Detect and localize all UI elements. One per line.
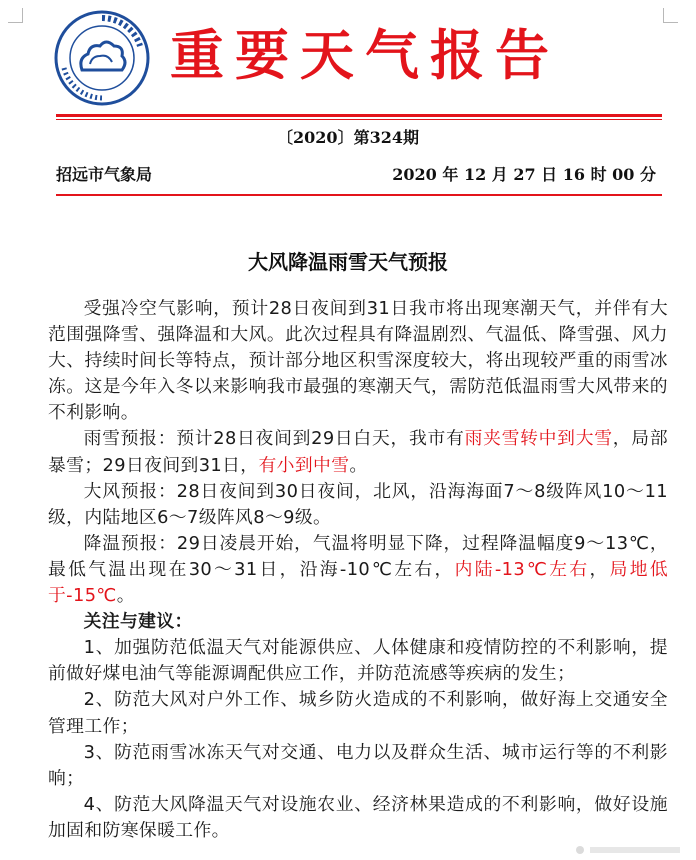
title-divider bbox=[56, 114, 662, 117]
meteorological-bureau-logo bbox=[52, 8, 152, 108]
watermark-icon bbox=[574, 844, 684, 856]
advice-item: 4、防范大风降温天气对设施农业、经济林果造成的不利影响，做好设施加固和防寒保暖工作。 bbox=[48, 793, 668, 841]
report-title: 重要天气报告 bbox=[170, 23, 560, 87]
temp-text: 降温预报：29日凌晨开始，气温将明显下降，过程降温幅度9～13℃，最低气温出现在30～31日，沿海-10℃左右， bbox=[48, 532, 668, 580]
intro-paragraph: 受强冷空气影响，预计28日夜间到31日我市将出现寒潮天气，并伴有大范围强降雪、强降温和大风。此次过程具有降温剧烈、气温低、降雪强、风力大、持续时间长等特点，预计部分地区积雪深度较大，将出现较严重的雨雪冰冻。这是今年入冬以来影响我市最强的寒潮天气，需防范低温雨雪大风带来的不利影响。 bbox=[48, 298, 668, 424]
temp-text: ， bbox=[589, 558, 610, 580]
page-corner-mark bbox=[663, 8, 678, 23]
snow-forecast-paragraph bbox=[48, 426, 668, 478]
snow-text: ，局部暴雪；29日夜间到31日， bbox=[48, 428, 668, 476]
wind-forecast-paragraph: 大风预报：28日夜间到30日夜间，北风，沿海海面7～8级阵风10～11级，内陆地区6～7级阵风8～9级。 bbox=[48, 480, 668, 528]
temperature-forecast-paragraph bbox=[48, 531, 668, 609]
temp-highlight: 局地低于-15℃ bbox=[48, 558, 669, 607]
advice-item: 1、加强防范低温天气对能源供应、人体健康和疫情防控的不利影响，提前做好煤电油气等能源调配供应工作，并防范流感等疾病的发生； bbox=[48, 637, 668, 685]
snow-text: 雨雪预报：预计28日夜间到29日白天，我市有 bbox=[83, 428, 465, 450]
issue-number: 〔2020〕第324期 bbox=[277, 128, 419, 147]
temp-text: 。 bbox=[116, 585, 135, 607]
advice-item: 3、防范雨雪冰冻天气对交通、电力以及群众生活、城市运行等的不利影响； bbox=[48, 741, 668, 789]
temp-highlight: 内陆-13℃左右 bbox=[454, 558, 590, 580]
report-body bbox=[48, 296, 668, 844]
issue-date: 2020 年 12 月 27 日 16 时 00 分 bbox=[392, 165, 656, 184]
title-divider-thin bbox=[56, 119, 662, 120]
page-corner-mark bbox=[8, 8, 23, 23]
forecast-headline: 大风降温雨雪天气预报 bbox=[248, 250, 448, 274]
snow-highlight: 有小到中雪 bbox=[258, 454, 350, 476]
advice-item: 2、防范大风对户外工作、城乡防火造成的不利影响，做好海上交通安全管理工作； bbox=[48, 689, 668, 737]
issuing-agency: 招远市气象局 bbox=[56, 165, 153, 184]
header-divider bbox=[56, 194, 662, 196]
snow-text: 。 bbox=[349, 454, 368, 476]
advice-heading: 关注与建议： bbox=[83, 611, 193, 633]
snow-highlight: 雨夹雪转中到大雪 bbox=[464, 428, 613, 450]
